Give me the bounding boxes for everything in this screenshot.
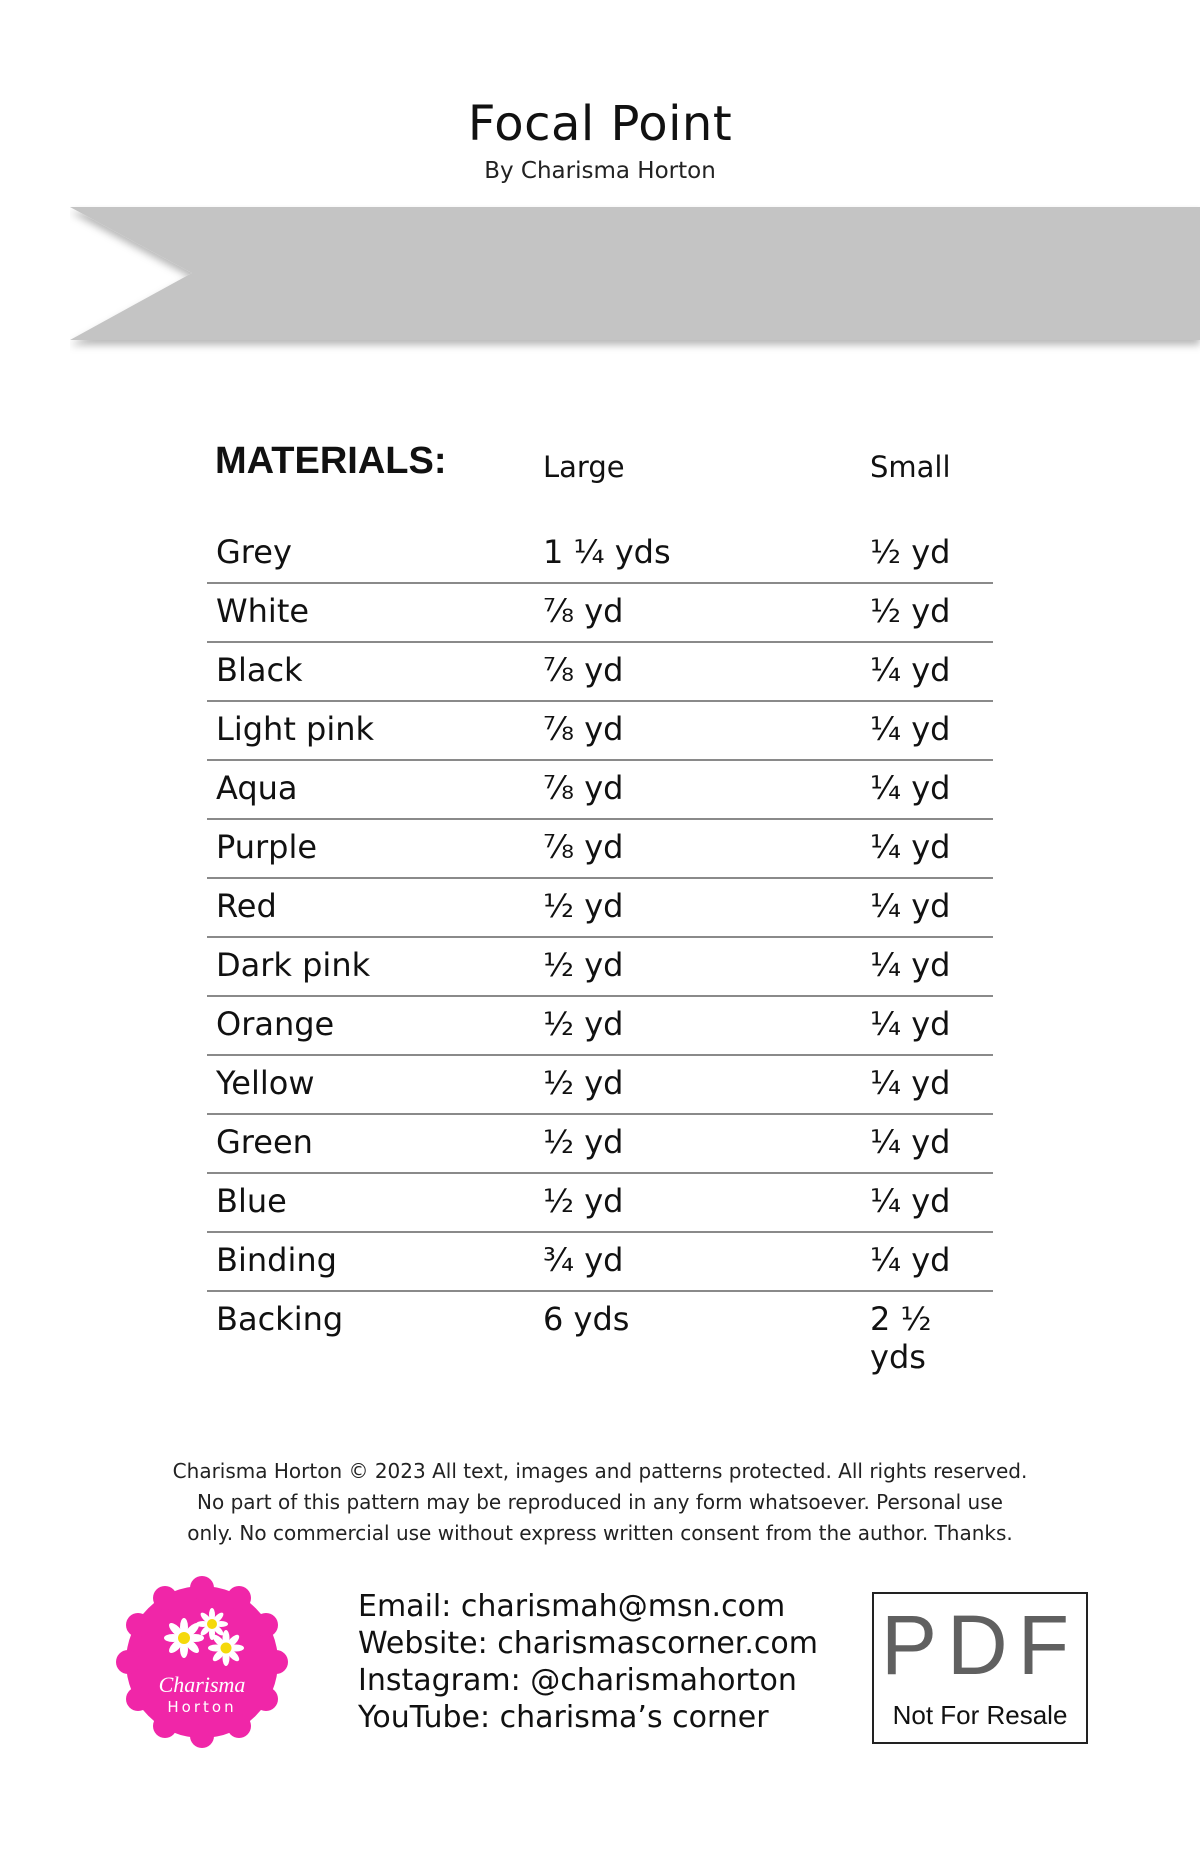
table-row <box>207 820 993 879</box>
small-amount: ¼ yd <box>870 710 951 748</box>
small-amount: ¼ yd <box>870 1182 951 1220</box>
fabric-name: Green <box>216 1123 313 1161</box>
materials-header <box>215 440 995 500</box>
materials-heading: MATERIALS: <box>215 440 447 482</box>
contact-youtube: YouTube: charisma’s corner <box>358 1700 769 1735</box>
fabric-name: Backing <box>216 1300 344 1338</box>
small-amount: ¼ yd <box>870 887 951 925</box>
fabric-name: White <box>216 592 310 630</box>
small-amount: ¼ yd <box>870 1064 951 1102</box>
table-row <box>207 1056 993 1115</box>
table-row <box>207 1233 993 1292</box>
table-row <box>207 879 993 938</box>
small-amount: ¼ yd <box>870 769 951 807</box>
large-amount: ⅞ yd <box>543 592 624 630</box>
small-amount: ½ yd <box>870 592 951 630</box>
copyright-line: Charisma Horton © 2023 All text, images and patterns protected. All rights reserved. <box>172 1459 1028 1483</box>
fabric-name: Purple <box>216 828 318 866</box>
large-amount: ⅞ yd <box>543 769 624 807</box>
fabric-name: Binding <box>216 1241 337 1279</box>
contact-email: Email: charismah@msn.com <box>358 1589 786 1624</box>
fabric-name: Light pink <box>216 710 375 748</box>
small-amount: ¼ yd <box>870 946 951 984</box>
large-amount: ½ yd <box>543 1182 624 1220</box>
table-row <box>207 761 993 820</box>
fabric-name: Orange <box>216 1005 335 1043</box>
contact-instagram: Instagram: @charismahorton <box>358 1663 797 1698</box>
table-row <box>207 1174 993 1233</box>
column-header-small: Small <box>870 450 951 484</box>
pdf-not-for-resale-badge <box>872 1592 1088 1744</box>
large-amount: ½ yd <box>543 1005 624 1043</box>
large-amount: ⅞ yd <box>543 828 624 866</box>
copyright-line: only. No commercial use without express written consent from the author. Thanks. <box>187 1521 1013 1545</box>
large-amount: ¾ yd <box>543 1241 624 1279</box>
table-row <box>207 1115 993 1174</box>
materials-table <box>207 525 993 1376</box>
fabric-name: Dark pink <box>216 946 371 984</box>
large-amount: ⅞ yd <box>543 710 624 748</box>
table-row <box>207 938 993 997</box>
large-amount: ⅞ yd <box>543 651 624 689</box>
column-header-large: Large <box>543 450 625 484</box>
logo-surname: Horton <box>167 1698 237 1716</box>
copyright-line: No part of this pattern may be reproduced in any form whatsoever. Personal use <box>197 1490 1003 1514</box>
copyright-notice <box>0 1456 1200 1549</box>
large-amount: ½ yd <box>543 1064 624 1102</box>
small-amount: 2 ½ yds <box>870 1300 932 1376</box>
fabric-name: Blue <box>216 1182 287 1220</box>
large-amount: ½ yd <box>543 946 624 984</box>
not-for-resale-label: Not For Resale <box>892 1700 1068 1730</box>
fabric-name: Black <box>216 651 303 689</box>
pattern-byline: By Charisma Horton <box>484 158 716 184</box>
large-amount: 1 ¼ yds <box>543 533 671 571</box>
charisma-horton-logo <box>116 1576 288 1748</box>
fabric-name: Grey <box>216 533 292 571</box>
contact-info <box>358 1588 818 1736</box>
large-amount: ½ yd <box>543 1123 624 1161</box>
small-amount: ¼ yd <box>870 1005 951 1043</box>
table-row <box>207 997 993 1056</box>
small-amount: ¼ yd <box>870 651 951 689</box>
small-amount: ¼ yd <box>870 1241 951 1279</box>
fabric-name: Aqua <box>216 769 298 807</box>
small-amount: ¼ yd <box>870 1123 951 1161</box>
small-amount: ¼ yd <box>870 828 951 866</box>
pattern-title: Focal Point <box>467 96 733 152</box>
fabric-name: Red <box>216 887 277 925</box>
table-row <box>207 702 993 761</box>
pdf-label: PDF <box>881 1598 1079 1692</box>
grey-ribbon-banner <box>70 205 1200 355</box>
fabric-name: Yellow <box>216 1064 315 1102</box>
table-row <box>207 643 993 702</box>
table-row <box>207 525 993 584</box>
large-amount: ½ yd <box>543 887 624 925</box>
table-row <box>207 584 993 643</box>
small-amount: ½ yd <box>870 533 951 571</box>
large-amount: 6 yds <box>543 1300 630 1338</box>
table-row <box>207 1292 993 1376</box>
logo-name: Charisma <box>158 1672 246 1697</box>
contact-website: Website: charismascorner.com <box>358 1626 818 1661</box>
